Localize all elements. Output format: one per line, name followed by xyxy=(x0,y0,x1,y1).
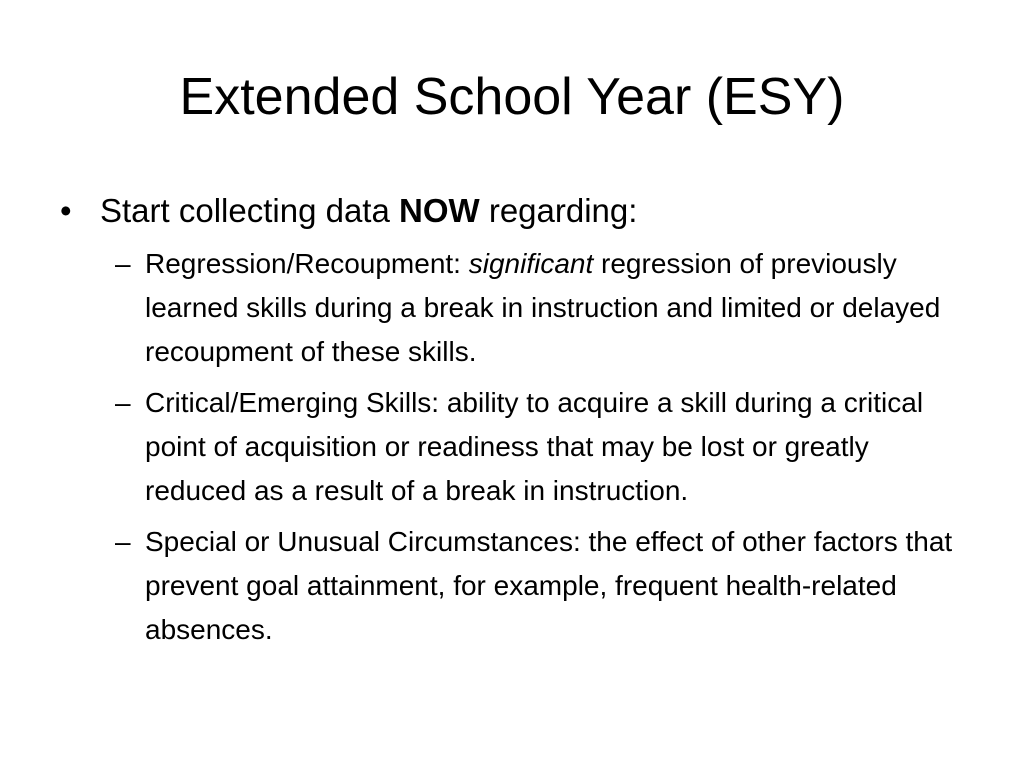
dash-marker: – xyxy=(115,248,131,279)
sub-item-critical-skills xyxy=(60,381,970,513)
sub-bullet-list xyxy=(60,242,970,652)
sub-item-label: Critical/Emerging Skills: xyxy=(145,387,447,418)
main-bullet-text-before: Start collecting data xyxy=(100,192,399,229)
sub-item-label: Regression/Recoupment: xyxy=(145,248,469,279)
sub-item-italic: significant xyxy=(468,248,594,279)
sub-item-label: Special or Unusual Circumstances: xyxy=(145,526,589,557)
bullet-marker: • xyxy=(60,192,72,229)
main-bullet-bold: NOW xyxy=(399,192,480,229)
sub-item-text: ability to acquire a skill during a critical point of acquisition or readiness that may be lost or greatly reduced as a result of a break in instruction. xyxy=(145,387,924,506)
slide-content xyxy=(60,188,970,659)
sub-item-regression xyxy=(60,242,970,374)
main-bullet-text-after: regarding: xyxy=(479,192,638,229)
sub-item-special-circumstances xyxy=(60,520,970,652)
slide-title: Extended School Year (ESY) xyxy=(179,68,845,126)
main-bullet xyxy=(60,188,970,234)
sub-item-text: regression of previously learned skills during a break in instruction and limited or delayed recoupment of these skills. xyxy=(145,248,941,367)
dash-marker: – xyxy=(115,526,131,557)
dash-marker: – xyxy=(115,387,131,418)
sub-item-text: the effect of other factors that prevent goal attainment, for example, frequent health-related absences. xyxy=(145,526,953,645)
